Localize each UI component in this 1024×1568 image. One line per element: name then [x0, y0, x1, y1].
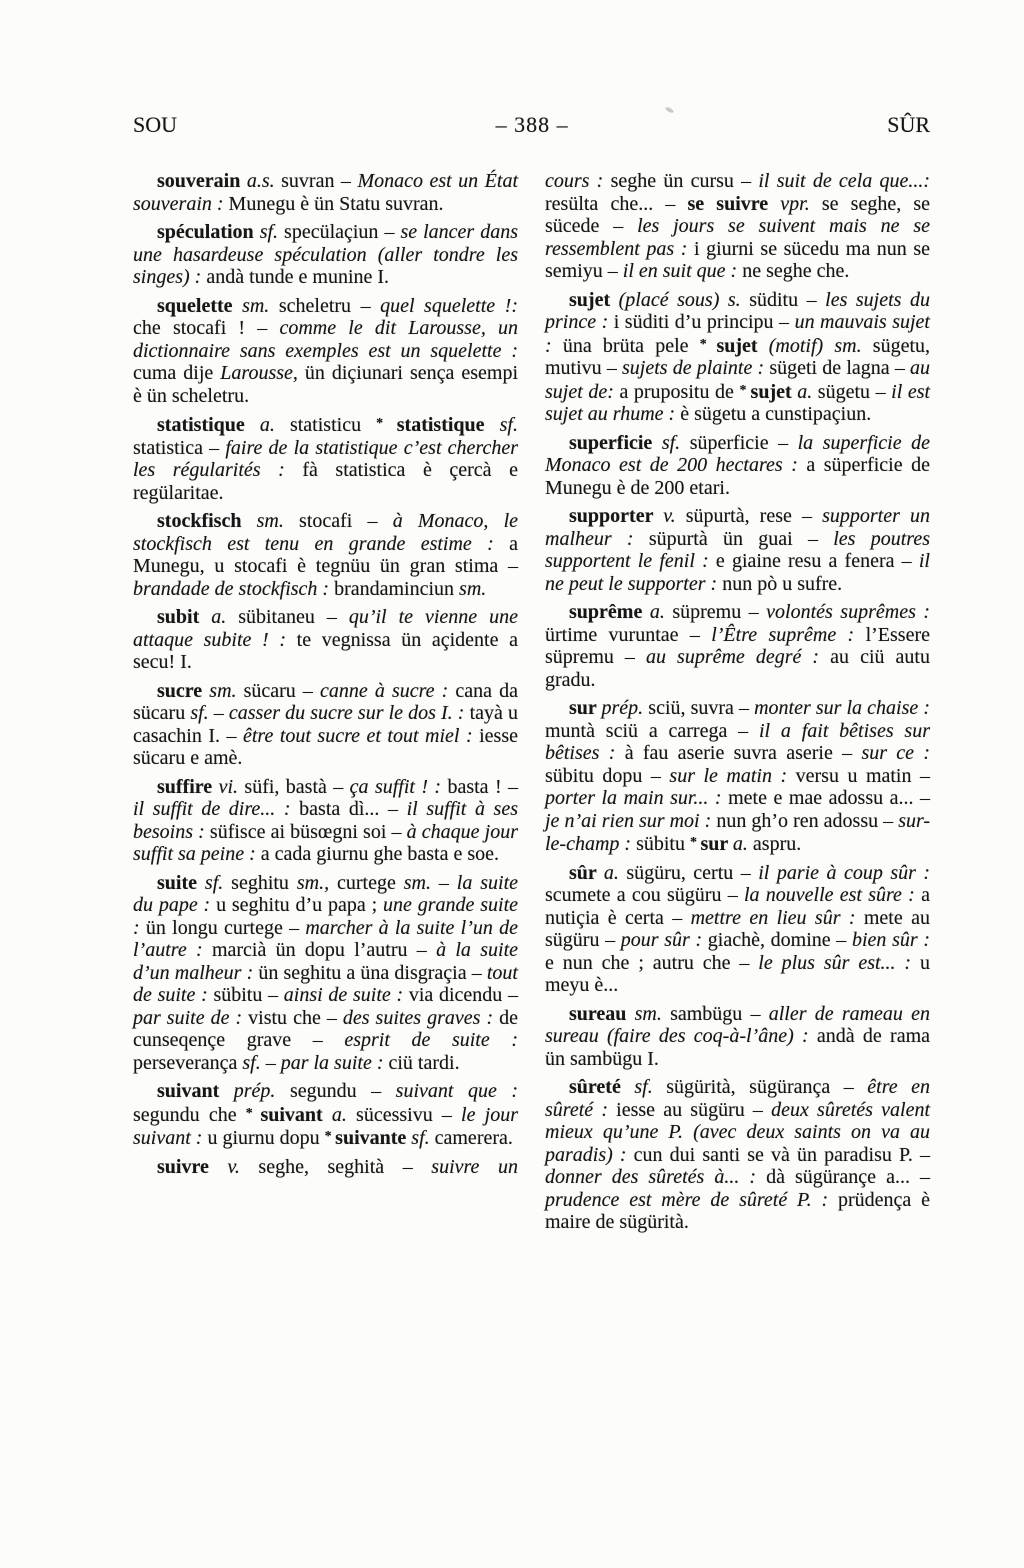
text-run: volontés suprêmes : — [766, 601, 931, 623]
text-run: canne à sucre : — [320, 679, 456, 702]
text-run: i giurni se sücedu ma nun se semiyu – — [545, 237, 930, 282]
text-run: sügürità, sügürança – — [666, 1076, 868, 1098]
text-run: suivant — [260, 1103, 332, 1126]
text-run: tayà u casachin I. – — [133, 702, 519, 747]
text-run: à la suite d’un malheur : — [133, 939, 518, 984]
entry-suivant — [133, 1080, 518, 1150]
text-run: de cunseqençe grave – — [133, 1006, 519, 1051]
text-run: casser du sucre sur le dos I. : — [228, 702, 470, 724]
text-run: süditu – — [749, 288, 826, 311]
text-run: il parie à coup sûr : — [758, 861, 931, 884]
text-run: sübitu – — [213, 984, 284, 1006]
text-run: u seghitu d’u papa ; — [216, 894, 384, 916]
text-run: il a fait bêtises sur bêtises : — [545, 719, 930, 764]
text-run: prép. — [233, 1080, 290, 1102]
text-run: il suffit de dire... : — [133, 798, 300, 820]
text-run: süperficie – — [689, 431, 798, 454]
text-run: stocafi – — [299, 510, 393, 532]
text-run: a prupositu de — [619, 380, 740, 403]
text-run: sf. — [411, 1127, 435, 1149]
text-run: a. — [259, 414, 290, 436]
entry-speculation — [133, 221, 518, 289]
text-run: nun pò u sufre. — [722, 572, 843, 595]
text-run: suvran – — [281, 170, 358, 192]
entry-subit — [133, 606, 518, 674]
text-run: je n’ai rien sur moi : — [545, 809, 717, 832]
entry-sucre — [133, 680, 518, 770]
text-run: a. — [649, 601, 673, 623]
text-run: spéculation — [157, 221, 260, 243]
text-run: sm. — [209, 679, 244, 702]
text-run: prép. — [601, 697, 649, 719]
text-run: la suite du pape : — [133, 871, 519, 916]
text-run: sübitu — [636, 833, 690, 855]
text-run: a. — [732, 833, 753, 855]
text-run: ainsi de suite : — [283, 984, 409, 1006]
text-run: prüdença è maire de sügürità. — [545, 1188, 930, 1233]
text-run: statistique — [157, 414, 260, 436]
text-run: ün longu curtege – — [145, 916, 306, 939]
text-run: dà sügürançe a... – — [766, 1166, 931, 1188]
text-run: statistique — [396, 414, 500, 436]
text-run: sm. — [634, 1002, 671, 1025]
text-run: v. — [227, 1155, 259, 1178]
text-run: tout de suite : — [133, 961, 518, 1006]
text-run: seghe ün cursu – — [610, 170, 759, 192]
text-run: par la suite : — [280, 1051, 389, 1074]
text-run: suprême — [569, 601, 650, 623]
text-run: * — [245, 1105, 261, 1121]
text-run: il suffit à ses besoins : — [133, 798, 518, 843]
text-run: ün seghitu a üna disgraçia – — [258, 961, 487, 984]
text-run: u giurnu dopu — [207, 1127, 325, 1149]
text-run: – — [438, 871, 457, 894]
text-run: sm. — [256, 510, 300, 532]
text-run: scumete a cou sügüru – — [545, 884, 744, 906]
text-run: les sujets du prince : — [545, 288, 930, 333]
text-run: u meyu è... — [545, 951, 930, 996]
column-left — [133, 170, 518, 1240]
page-header — [133, 0, 930, 138]
text-run: brandaminciun — [334, 577, 460, 600]
text-run: le jour suivant : — [133, 1103, 518, 1149]
text-run: v. — [663, 505, 686, 527]
text-run: e giaine resu a fenera – — [715, 550, 919, 572]
text-run: mete au sügüru – — [545, 906, 930, 951]
text-run: ça suffit ! : — [349, 775, 448, 798]
text-run: suite — [157, 871, 205, 894]
text-run: être en sûreté : — [545, 1076, 931, 1121]
text-run: suivante — [335, 1127, 412, 1149]
text-run: au sujet de: — [545, 357, 930, 403]
text-run: l’Être suprême : — [711, 623, 866, 646]
entry-statistique — [133, 413, 518, 504]
text-run: cours : — [545, 170, 611, 192]
text-run: la superficie de Monaco est de 200 hectares : — [545, 431, 930, 476]
text-run: sf. — [204, 871, 232, 894]
text-run: giachè, domine – — [707, 929, 852, 951]
text-run: Monaco est un État souverain : — [133, 170, 518, 215]
text-run: subit — [157, 606, 212, 628]
text-run: * — [324, 1129, 336, 1144]
text-run: esprit de suite : — [344, 1029, 518, 1051]
text-run: sujet — [750, 380, 798, 403]
text-run: aller de rameau en sureau (faire des coq-à-l’âne) : — [545, 1002, 931, 1047]
text-run: seghitu — [231, 871, 297, 894]
text-run: comme le dit Larousse, un dictionnaire sans exemples est un squelette : — [133, 317, 518, 362]
text-run: stockfisch — [157, 510, 257, 532]
entry-suivre — [133, 1156, 518, 1179]
text-run: pour sûr : — [620, 929, 708, 951]
text-run: iesse sücaru e amè. — [133, 724, 518, 769]
text-run: a Munegu, u stocafi è tegnüu ün gran stima – — [133, 532, 518, 577]
text-run: versu u matin – — [795, 764, 930, 787]
text-run: üna brüta pele — [562, 334, 700, 357]
text-run: a nutiçia è certa – — [545, 884, 930, 929]
entry-stockfisch — [133, 510, 518, 600]
text-run: e nun che ; autru che – — [545, 951, 759, 974]
text-run: basta dì... – — [299, 798, 407, 820]
text-run: sciü, suvra – — [648, 697, 755, 719]
text-run: sm. — [459, 577, 487, 600]
text-run: il suit de cela que...: — [758, 170, 931, 192]
text-run: suivre — [157, 1155, 228, 1178]
text-run: – — [213, 702, 229, 724]
text-run: ciü tardi. — [388, 1051, 460, 1074]
running-head-right: SÛR — [887, 112, 930, 137]
text-run: par suite de : — [133, 1006, 249, 1029]
text-run: segundu – — [289, 1080, 396, 1102]
text-run: andà de rama ün sambügu I. — [545, 1025, 930, 1070]
text-run: cuma dije — [133, 362, 221, 384]
text-run: sf. — [634, 1076, 667, 1098]
text-run: bien sûr : — [851, 929, 930, 951]
text-run: sur — [569, 697, 602, 719]
text-run: un mauvais sujet : — [545, 311, 930, 357]
entry-sur-adjective — [545, 862, 930, 997]
text-run: sm., — [296, 871, 337, 894]
text-run: che stocafi ! – — [133, 317, 280, 339]
text-run: à fau aserie suvra aserie – — [624, 742, 862, 764]
text-run: la nouvelle est sûre : — [743, 884, 922, 906]
text-body — [133, 170, 930, 1240]
column-right — [545, 170, 930, 1240]
text-run: iesse au sügüru – — [616, 1098, 772, 1121]
text-run: süpurtà ün guai – — [648, 527, 834, 550]
text-run: nun gh’o ren adossu – — [716, 809, 899, 832]
text-run: * — [376, 416, 397, 431]
text-run: au suprême degré : — [645, 646, 831, 668]
text-run: a. — [331, 1103, 357, 1126]
text-run: souverain — [157, 170, 247, 192]
entry-sur-preposition — [545, 697, 930, 856]
text-run: vistu che – — [248, 1006, 343, 1029]
text-run: sucre — [157, 679, 210, 702]
text-run: le plus sûr est... : — [758, 951, 920, 974]
text-run: supporter un malheur : — [545, 505, 930, 550]
text-run: – — [265, 1051, 281, 1074]
text-run: sm. — [403, 871, 439, 894]
text-run: Larousse, — [220, 362, 305, 384]
text-run: sur le matin : — [669, 764, 796, 787]
text-run: a cada giurnu ghe basta e soe. — [260, 843, 499, 865]
text-run: mete e mae adossu a... – — [728, 787, 930, 809]
text-run: süpurtà, rese – — [685, 505, 823, 527]
text-run: basta ! – — [447, 775, 518, 798]
text-run: porter la main sur... : — [545, 787, 729, 809]
text-run: andà tunde e munine I. — [206, 266, 390, 288]
text-run: sücaru – — [243, 679, 320, 702]
text-run: ün diçiunari sença esempi è ün scheletru. — [133, 362, 519, 407]
text-run: a. — [211, 606, 239, 628]
text-run: a süperficie de Munegu è de 200 etari. — [545, 454, 930, 499]
text-run: curtege — [336, 871, 404, 894]
text-run: seghe, seghità – — [258, 1155, 432, 1178]
text-run: a. — [797, 380, 818, 403]
text-run: il en suit que : — [622, 260, 743, 282]
text-run: des suites graves : — [342, 1006, 500, 1029]
text-run: squelette — [157, 294, 243, 317]
text-run: perseverança — [133, 1051, 243, 1074]
text-run: * — [689, 835, 701, 850]
entry-surete — [545, 1076, 930, 1234]
text-run: monter sur la chaise : — [754, 697, 930, 719]
text-run: qu’il te vienne une attaque subite ! : — [133, 606, 519, 651]
text-run: via dicendu – — [408, 984, 519, 1006]
text-run: statisticu — [289, 414, 377, 436]
text-run: sujet — [716, 334, 769, 357]
text-run: (motif) sm. — [768, 334, 873, 357]
page-number: – 388 – — [495, 112, 569, 137]
text-run: suivant — [157, 1080, 234, 1102]
text-run: se suivre — [687, 192, 781, 215]
text-run: a. — [603, 861, 627, 884]
text-run: sübitu dopu – — [545, 764, 670, 787]
text-run: (placé sous) s. — [618, 288, 750, 311]
text-run: une grande suite : — [133, 894, 519, 939]
text-run: te vegnissa ün açidente a secu! I. — [133, 628, 518, 673]
text-run: sf. — [190, 702, 214, 724]
text-run: mettre en lieu sûr : — [690, 906, 864, 929]
text-run: süfi, bastà – — [244, 775, 350, 798]
text-run: fà statistica è çercà e regülaritae. — [133, 459, 518, 504]
text-run: ürtime vuruntae – — [545, 623, 712, 646]
text-run: il ne peut le supporter : — [545, 550, 930, 595]
text-run: cun dui santi se và ün paradisu P. – — [633, 1143, 930, 1166]
text-run: sf. — [242, 1051, 266, 1074]
text-run: sügeti de lagna – — [769, 357, 910, 379]
text-run: sûreté — [569, 1076, 635, 1098]
text-run: ne seghe che. — [742, 260, 850, 282]
text-run: quel squelette !: — [380, 294, 518, 317]
text-run: cana da sücaru — [133, 679, 518, 724]
text-run: sur ce : — [861, 742, 931, 764]
text-run: donner des sûretés à... : — [545, 1166, 767, 1188]
text-run: prudence est mère de sûreté P. : — [545, 1188, 838, 1211]
text-run: suivre un — [431, 1155, 518, 1178]
text-run: à chaque jour suffit sa peine : — [133, 820, 519, 865]
text-run: marcià ün dopu l’autru – — [211, 939, 437, 961]
text-run: * — [699, 336, 717, 352]
text-run: au ciü autu gradu. — [545, 646, 930, 691]
text-run: sur — [700, 833, 733, 855]
entry-sujet — [545, 289, 930, 426]
text-run: sf. — [259, 221, 285, 243]
text-run: * — [739, 382, 751, 398]
entry-squelette — [133, 295, 518, 408]
text-run: sambügu – — [670, 1002, 769, 1025]
text-run: a.s. — [246, 170, 282, 192]
text-run: superficie — [569, 431, 662, 454]
text-run: les poutres supportent le fenil : — [545, 527, 930, 572]
text-run: suivant que : — [395, 1080, 518, 1102]
text-run: supporter — [569, 505, 664, 527]
text-run: Munegu è ün Statu suvran. — [228, 192, 444, 215]
text-run: sübitaneu – — [238, 606, 349, 628]
text-run: sügetu, mutivu – — [545, 334, 930, 379]
text-run: aspru. — [752, 833, 802, 855]
entry-suivre-continuation — [545, 170, 930, 283]
text-run: muntà sciü a carrega – — [545, 719, 759, 742]
text-run: les jours se suivent mais ne se ressemblent pas : — [545, 215, 930, 260]
entry-souverain — [133, 170, 518, 215]
text-run: sf. — [661, 431, 690, 454]
entry-sureau — [545, 1003, 930, 1071]
text-run: sügetu – — [817, 380, 892, 403]
text-run: i süditi d’u principu – — [613, 311, 795, 333]
text-run: deux sûretés valent mieux qu’une P. (avec deux saints on va au paradis) : — [545, 1098, 931, 1166]
text-run: sûr — [569, 861, 604, 884]
text-run: camerera. — [434, 1127, 513, 1149]
text-run: sücessivu – — [356, 1103, 462, 1126]
text-run: être tout sucre et tout miel : — [242, 724, 480, 747]
text-run: l’Essere süpremu – — [545, 623, 930, 668]
text-run: resülta che... – — [545, 192, 688, 215]
entry-suffire — [133, 776, 518, 866]
text-run: sujets de plainte : — [622, 357, 770, 379]
text-run: sf. — [499, 414, 518, 436]
text-run: statistica – — [133, 436, 226, 459]
entry-supporter — [545, 505, 930, 595]
text-run: specülaçiun – — [284, 221, 401, 243]
text-run: segundu che — [133, 1103, 246, 1126]
text-run: se lancer dans une hasardeuse spéculation (aller tondre les singes) : — [133, 221, 518, 288]
text-run: suffire — [157, 775, 219, 798]
text-run: sujet — [569, 288, 619, 311]
text-run: vpr. — [780, 192, 822, 215]
entry-suite — [133, 872, 518, 1075]
text-run: marcher à la suite l’un de l’autre : — [133, 916, 519, 961]
text-run: sm. — [242, 294, 279, 317]
text-run: vi. — [218, 775, 245, 798]
text-run: se seghe, se sücede – — [545, 192, 931, 237]
text-run: il est sujet au rhume : — [545, 380, 931, 425]
text-run: süfisce ai büsœgni soi – — [209, 820, 407, 843]
running-head-left: SOU — [133, 112, 178, 137]
text-run: brandade de stockfisch : — [133, 577, 335, 600]
text-run: sügüru, certu – — [626, 861, 759, 884]
text-run: è sügetu a cunstipaçiun. — [680, 403, 872, 425]
text-run: sureau — [569, 1002, 635, 1025]
entry-supreme — [545, 601, 930, 691]
text-run: süpremu – — [672, 601, 767, 623]
text-run: à Monaco, le stockfisch est tenu en grande estime : — [133, 510, 518, 555]
text-run: sur-le-champ : — [545, 809, 931, 855]
text-run: faire de la statistique c’est chercher les régularités : — [133, 436, 519, 481]
entry-superficie — [545, 432, 930, 500]
text-run: scheletru – — [278, 294, 381, 317]
